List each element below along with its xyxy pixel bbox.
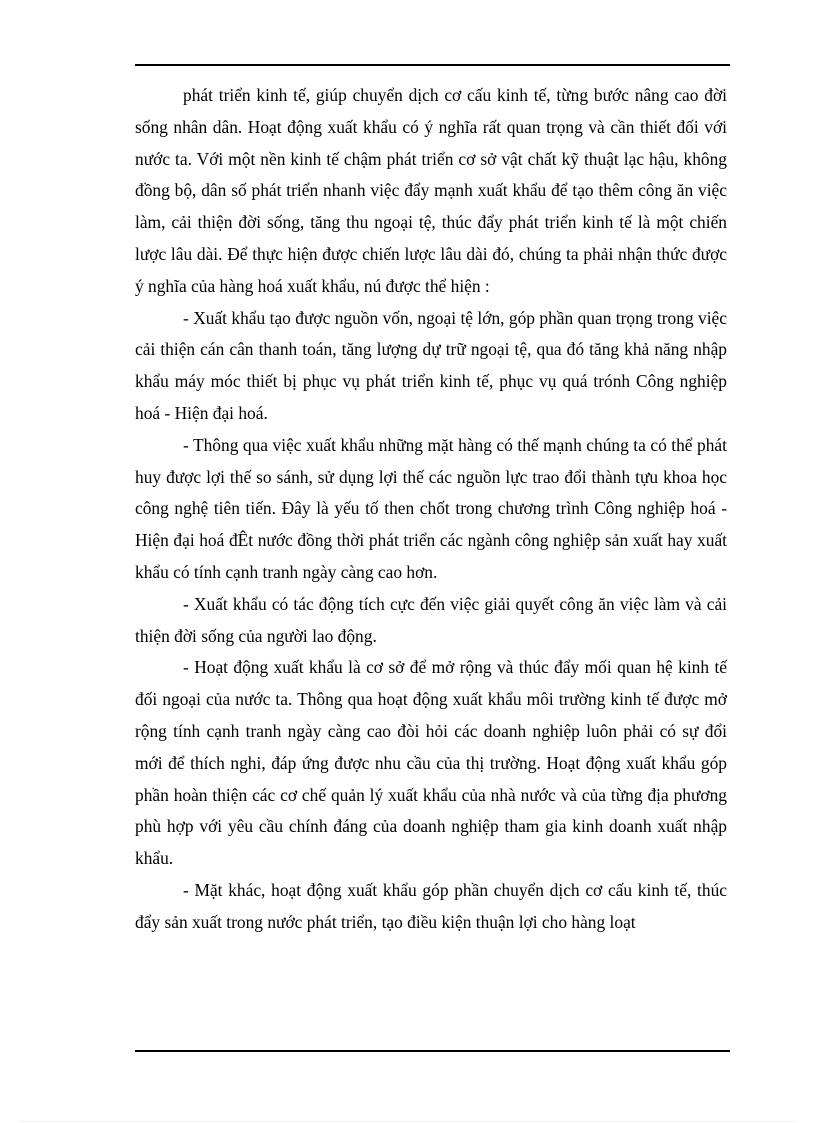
body-paragraph: - Thông qua việc xuất khẩu những mặt hàng có thế mạnh chúng ta có thể phát huy được lợi thế so sánh, sử dụng lợi thế các nguồn lực trao đổi thành tựu khoa học công nghệ tiên tiến. Đây là yếu tố then chốt trong chương trình Công nghiệp hoá - Hiện đại hoá đÊt nước đồng thời phát triển các ngành công nghiệp sản xuất hay xuất khẩu có tính cạnh tranh ngày càng cao hơn. (135, 434, 727, 582)
body-paragraph: - Mặt khác, hoạt động xuất khẩu góp phần chuyển dịch cơ cấu kinh tế, thúc đẩy sản xuất trong nước phát triển, tạo điều kiện thuận lợi cho hàng loạt (135, 879, 727, 932)
footer-rule (135, 1050, 730, 1052)
body-paragraph: - Xuất khẩu tạo được nguồn vốn, ngoại tệ lớn, góp phần quan trọng trong việc cải thiện cán cân thanh toán, tăng lượng dự trữ ngoại tệ, qua đó tăng khả năng nhập khẩu máy móc thiết bị phục vụ phát triển kinh tế, phục vụ quá trónh Công nghiệp hoá - Hiện đại hoá. (135, 307, 727, 423)
body-paragraph: phát triển kinh tế, giúp chuyển dịch cơ cấu kinh tế, từng bước nâng cao đời sống nhân dân. Hoạt động xuất khẩu có ý nghĩa rất quan trọng và cần thiết đối với nước ta. Với một nền kinh tế chậm phát triển cơ sở vật chất kỹ thuật lạc hậu, không đồng bộ, dân số phát triển nhanh việc đẩy mạnh xuất khẩu để tạo thêm công ăn việc làm, cải thiện đời sống, tăng thu ngoại tệ, thúc đẩy phát triển kinh tế là một chiến lược lâu dài. Để thực hiện được chiến lược lâu dài đó, chúng ta phải nhận thức được ý nghĩa của hàng hoá xuất khẩu, nú được thể hiện : (135, 85, 727, 296)
page-body (135, 80, 727, 939)
page-edge-dots (20, 1121, 796, 1122)
body-paragraph: - Xuất khẩu có tác động tích cực đến việc giải quyết công ăn việc làm và cải thiện đời sống của người lao động. (135, 593, 727, 646)
header-rule (135, 64, 730, 66)
body-paragraph: - Hoạt động xuất khẩu là cơ sở để mở rộng và thúc đẩy mối quan hệ kinh tế đối ngoại của nước ta. Thông qua hoạt động xuất khẩu môi trường kinh tế được mở rộng tính cạnh tranh ngày càng cao đòi hỏi các doanh nghiệp luôn phải có sự đổi mới để thích nghi, đáp ứng được nhu cầu của thị trường. Hoạt động xuất khẩu góp phần hoàn thiện các cơ chế quản lý xuất khẩu của nhà nước và của từng địa phương phù hợp với yêu cầu chính đáng của doanh nghiệp tham gia kinh doanh xuất nhập khẩu. (135, 657, 727, 869)
